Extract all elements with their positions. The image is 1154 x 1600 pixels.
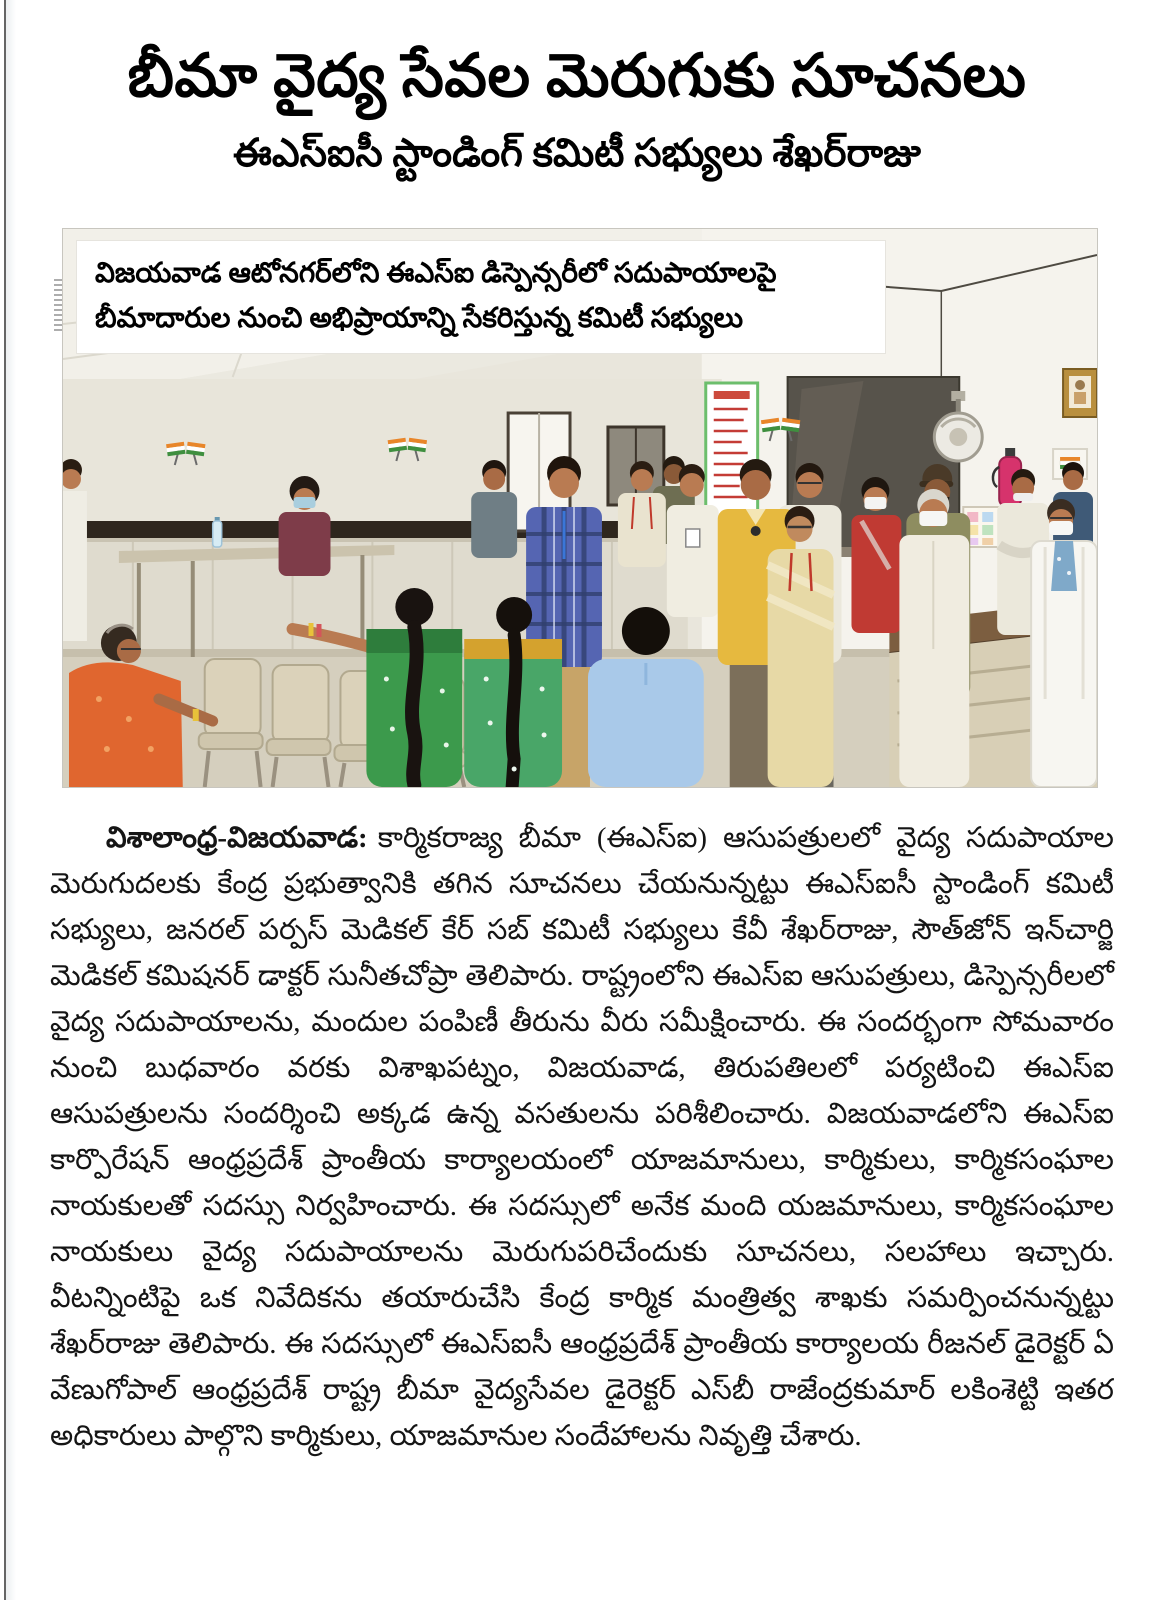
subheadline: ఈఎస్ఐసీ స్టాండింగ్ కమిటీ సభ్యులు శేఖర్‌రాజు bbox=[233, 132, 921, 175]
photo-frame bbox=[1063, 369, 1097, 417]
person-doctor-white-coat bbox=[1031, 499, 1097, 787]
photo-caption: విజయవాడ ఆటోనగర్‌లోని ఈఎస్ఐ డిస్పెన్సరీలో సదుపాయాలపై బీమాదారుల నుంచి అభిప్రాయాన్ని సేకరిస్తున్న కమిటీ సభ్యులు bbox=[77, 241, 885, 353]
headline: బీమా వైద్య సేవల మెరుగుకు సూచనలు bbox=[127, 43, 1027, 109]
photo-credit-mark bbox=[54, 279, 62, 333]
article-body-text: కార్మికరాజ్య బీమా (ఈఎస్ఐ) ఆసుపత్రులలో వైద్య సదుపాయాల మెరుగుదలకు కేంద్ర ప్రభుత్వానికి తగిన సూచనలు చేయనున్నట్టు ఈఎస్ఐసీ స్టాండింగ్ కమిటీ సభ్యులు, జనరల్ పర్పస్ మెడికల్ కేర్ సబ్ కమిటీ సభ్యులు కేవీ శేఖర్‌రాజు, సౌత్‌జోన్ ఇన్‌చార్జి మెడికల్ కమిషనర్ డాక్టర్ సునీతచోప్రా తెలిపారు. రాష్ట్రంలోని ఈఎస్ఐ ఆసుపత్రులు, డిస్పెన్సరీలలో వైద్య సదుపాయాలను, మందుల పంపిణీ తీరును వీరు సమీక్షించారు. ఈ సందర్భంగా సోమవారం నుంచి బుధవారం వరకు విశాఖపట్నం, విజయవాడ, తిరుపతిలలో పర్యటించి ఈఎస్ఐ ఆసుపత్రులను సందర్శించి అక్కడ ఉన్న వసతులను పరిశీలించారు. విజయవాడలోని ఈఎస్ఐ కార్పొరేషన్ ఆంధ్రప్రదేశ్ ప్రాంతీయ కార్యాలయంలో యాజమానులు, కార్మికులు, కార్మికసంఘాల నాయకులతో సదస్సు నిర్వహించారు. ఈ సదస్సులో అనేక మంది యజమానులు, కార్మికసంఘాల నాయకులు వైద్య సదుపాయాలను మెరుగుపరిచేందుకు సూచనలు, సలహాలు ఇచ్చారు. వీటన్నింటిపై ఒక నివేదికను తయారుచేసి కేంద్ర కార్మిక మంత్రిత్వ శాఖకు సమర్పించనున్నట్టు శేఖర్‌రాజు తెలిపారు. ఈ సదస్సులో ఈఎస్ఐసీ ఆంధ్రప్రదేశ్ ప్రాంతీయ కార్యాలయ రీజనల్ డైరెక్టర్ ఏ వేణుగోపాల్ ఆంధ్రప్రదేశ్ రాష్ట్ర బీమా వైద్యసేవల డైరెక్టర్ ఎస్‌బీ రాజేంద్రకుమార్ లకింశెట్టి ఇతర అధికారులు పాల్గొని కార్మికులు, యాజమానుల సందేహాలను నివృత్తి చేశారు. bbox=[50, 822, 1114, 1452]
article-body bbox=[50, 815, 1114, 1459]
news-photo bbox=[62, 228, 1098, 788]
scan-edge-shading bbox=[6, 0, 16, 1600]
dateline: విశాలాంధ్ర-విజయవాడ: bbox=[106, 822, 368, 854]
water-bottle bbox=[213, 517, 222, 547]
